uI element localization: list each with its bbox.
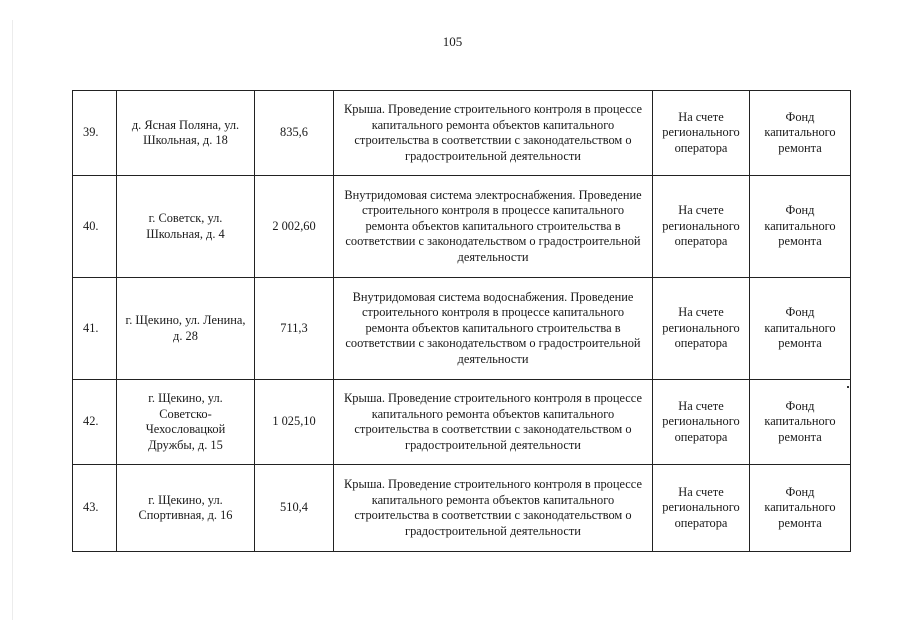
- work-description-cell: Крыша. Проведение строительного контроля в процессе капитального ремонта объектов капитального строительства в соответствии с законодательством о градостроительной деятельности: [334, 91, 653, 176]
- funding-source-cell: Фонд капитального ремонта: [750, 380, 851, 465]
- row-number: 40.: [73, 176, 117, 278]
- table-row: [73, 465, 851, 552]
- table-row: [73, 380, 851, 465]
- funding-source-cell: Фонд капитального ремонта: [750, 91, 851, 176]
- address-cell: г. Советск, ул. Школьная, д. 4: [117, 176, 255, 278]
- amount-cell: 835,6: [255, 91, 334, 176]
- amount-cell: 510,4: [255, 465, 334, 552]
- scan-edge-line: [12, 20, 13, 620]
- account-cell: На счете регионального оператора: [653, 278, 750, 380]
- work-description-cell: Внутридомовая система электроснабжения. Проведение строительного контроля в процессе капитального ремонта объектов капитального строительства в соответствии с законодательством о градостроительной деятельности: [334, 176, 653, 278]
- funding-source-cell: Фонд капитального ремонта: [750, 176, 851, 278]
- amount-cell: 2 002,60: [255, 176, 334, 278]
- account-cell: На счете регионального оператора: [653, 176, 750, 278]
- works-table: [72, 90, 851, 552]
- address-cell: г. Щекино, ул. Ленина, д. 28: [117, 278, 255, 380]
- account-cell: На счете регионального оператора: [653, 380, 750, 465]
- work-description-cell: Внутридомовая система водоснабжения. Проведение строительного контроля в процессе капитального ремонта объектов капитального строительства в соответствии с законодательством о градостроительной деятельности: [334, 278, 653, 380]
- address-cell: д. Ясная Поляна, ул. Школьная, д. 18: [117, 91, 255, 176]
- amount-cell: 1 025,10: [255, 380, 334, 465]
- funding-source-cell: Фонд капитального ремонта: [750, 278, 851, 380]
- work-description-cell: Крыша. Проведение строительного контроля в процессе капитального ремонта объектов капитального строительства в соответствии с законодательством о градостроительной деятельности: [334, 465, 653, 552]
- table-row: [73, 176, 851, 278]
- row-number: 39.: [73, 91, 117, 176]
- amount-cell: 711,3: [255, 278, 334, 380]
- page-number: 105: [442, 34, 463, 49]
- address-cell: г. Щекино, ул. Спортивная, д. 16: [117, 465, 255, 552]
- row-number: 43.: [73, 465, 117, 552]
- account-cell: На счете регионального оператора: [653, 91, 750, 176]
- account-cell: На счете регионального оператора: [653, 465, 750, 552]
- table-row: [73, 278, 851, 380]
- address-cell: г. Щекино, ул. Советско-Чехословацкой Дружбы, д. 15: [117, 380, 255, 465]
- row-number: 42.: [73, 380, 117, 465]
- work-description-cell: Крыша. Проведение строительного контроля в процессе капитального ремонта объектов капитального строительства в соответствии с законодательством о градостроительной деятельности: [334, 380, 653, 465]
- row-number: 41.: [73, 278, 117, 380]
- funding-source-cell: Фонд капитального ремонта: [750, 465, 851, 552]
- table-row: [73, 91, 851, 176]
